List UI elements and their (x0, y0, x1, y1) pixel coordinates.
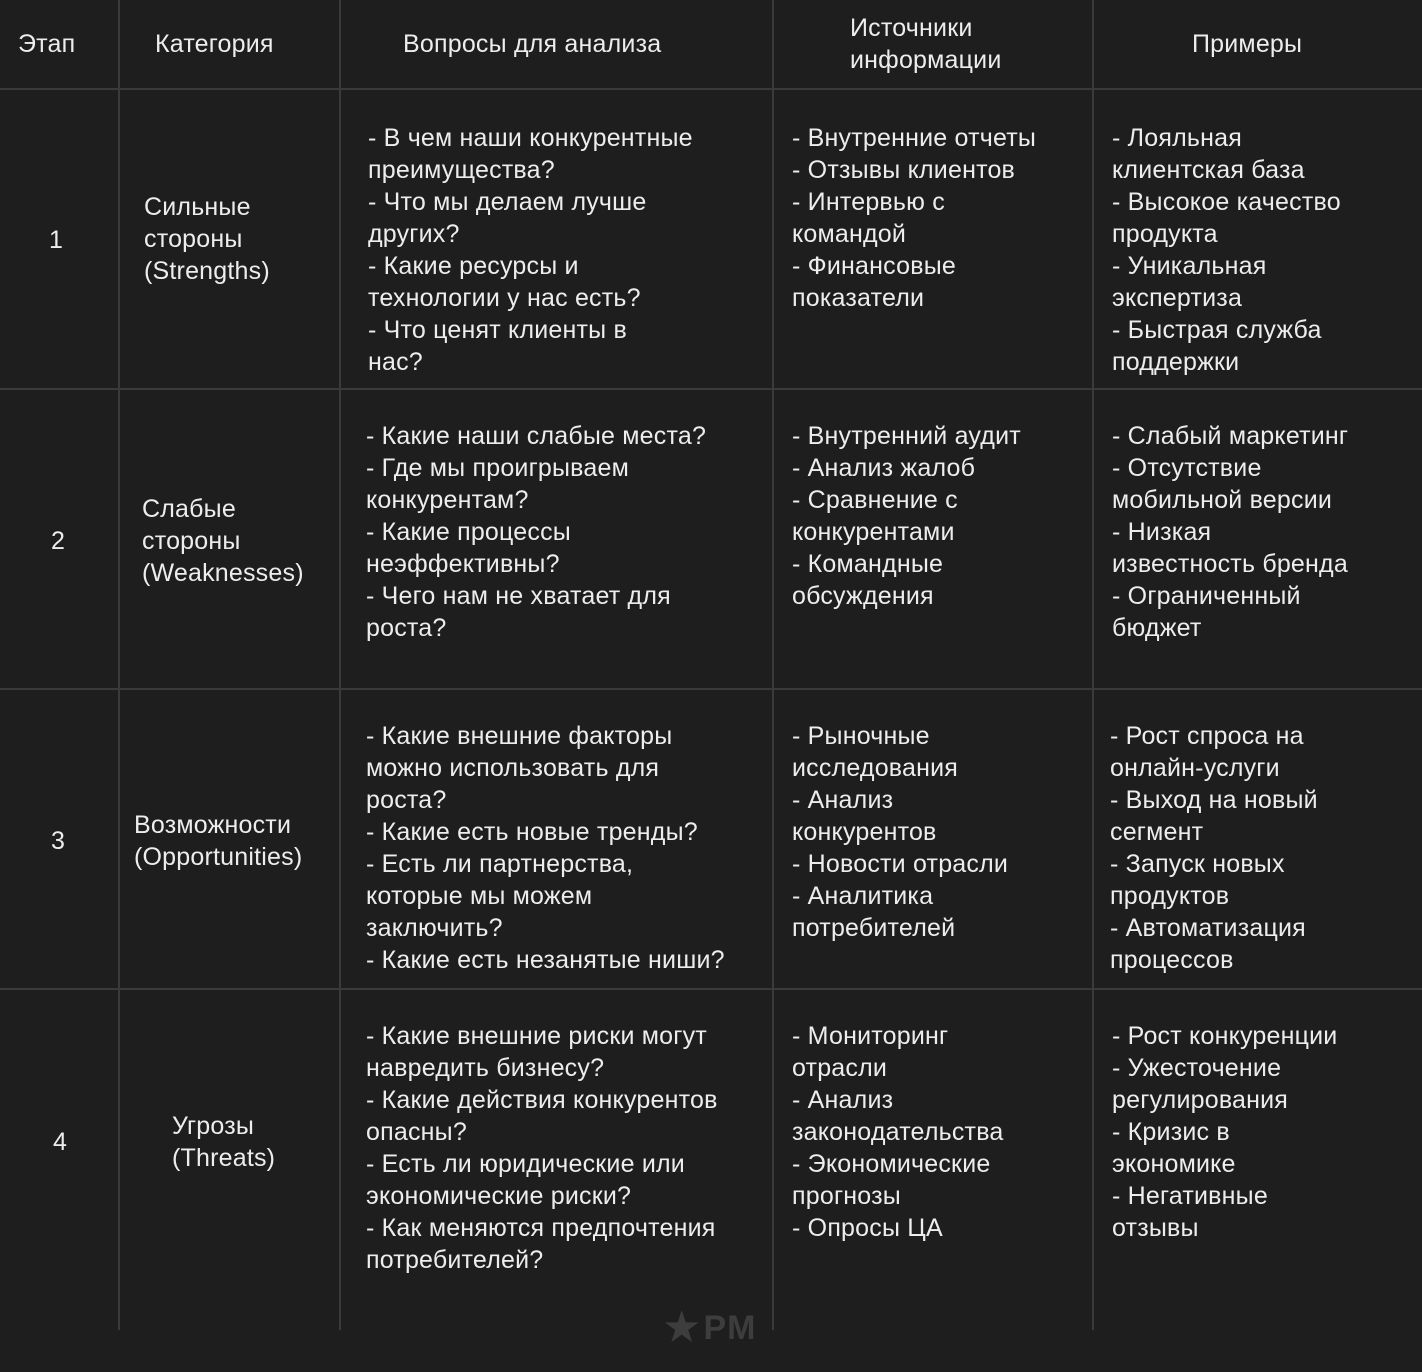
stage-number: 3 (50, 827, 66, 855)
table-header-row (0, 0, 1422, 88)
table-row (0, 990, 1422, 1330)
table-row (0, 690, 1422, 988)
questions-cell: - В чем наши конкурентные преимущества? - Что мы делаем лучше других? - Какие ресурсы и технологии у нас есть? - Что ценят клиенты в нас? (368, 124, 693, 376)
category-cell: Сильные стороны (Strengths) (144, 193, 270, 285)
row-divider (0, 688, 1422, 690)
stage-number: 2 (50, 527, 66, 555)
header-questions: Вопросы для анализа (403, 30, 662, 58)
category-cell: Угрозы (Threats) (172, 1112, 276, 1172)
header-category: Категория (155, 30, 274, 58)
column-divider (339, 0, 341, 1330)
header-examples: Примеры (1192, 30, 1303, 58)
examples-cell: - Рост спроса на онлайн-услуги - Выход на новый сегмент - Запуск новых продуктов - Автоматизация процессов (1110, 722, 1318, 974)
header-stage: Этап (18, 30, 76, 58)
column-divider (772, 0, 774, 1330)
brand-watermark (662, 1303, 757, 1352)
sources-cell: - Рыночные исследования - Анализ конкурентов - Новости отрасли - Аналитика потребителей (792, 722, 1009, 942)
row-divider (0, 988, 1422, 990)
column-divider (118, 0, 120, 1330)
row-divider (0, 88, 1422, 90)
table-row (0, 90, 1422, 388)
stage-number: 4 (52, 1128, 68, 1156)
star-icon: ★ (662, 1303, 702, 1352)
column-divider (1092, 0, 1094, 1330)
sources-cell: - Внутренний аудит - Анализ жалоб - Сравнение с конкурентами - Командные обсуждения (792, 422, 1021, 610)
category-cell: Возможности (Opportunities) (134, 811, 303, 871)
questions-cell: - Какие внешние риски могут навредить бизнесу? - Какие действия конкурентов опасны? - Есть ли юридические или экономические риски? - Как меняются предпочтения потребителей? (366, 1022, 718, 1274)
category-cell: Слабые стороны (Weaknesses) (142, 495, 304, 587)
examples-cell: - Лояльная клиентская база - Высокое качество продукта - Уникальная экспертиза - Быстрая служба поддержки (1112, 124, 1341, 376)
table-row (0, 390, 1422, 688)
header-sources: Источники информации (850, 14, 1002, 74)
sources-cell: - Внутренние отчеты - Отзывы клиентов - Интервью с командой - Финансовые показатели (792, 124, 1037, 312)
questions-cell: - Какие внешние факторы можно использовать для роста? - Какие есть новые тренды? - Есть ли партнерства, которые мы можем заключить? - Какие есть незанятые ниши? (366, 722, 725, 974)
watermark-text: PM (703, 1309, 757, 1347)
examples-cell: - Рост конкуренции - Ужесточение регулирования - Кризис в экономике - Негативные отзывы (1112, 1022, 1338, 1242)
examples-cell: - Слабый маркетинг - Отсутствие мобильной версии - Низкая известность бренда - Ограниченный бюджет (1112, 422, 1349, 642)
sources-cell: - Мониторинг отрасли - Анализ законодательства - Экономические прогнозы - Опросы ЦА (792, 1022, 1004, 1242)
questions-cell: - Какие наши слабые места? - Где мы проигрываем конкурентам? - Какие процессы неэффективны? - Чего нам не хватает для роста? (366, 422, 707, 642)
row-divider (0, 388, 1422, 390)
stage-number: 1 (48, 226, 64, 254)
